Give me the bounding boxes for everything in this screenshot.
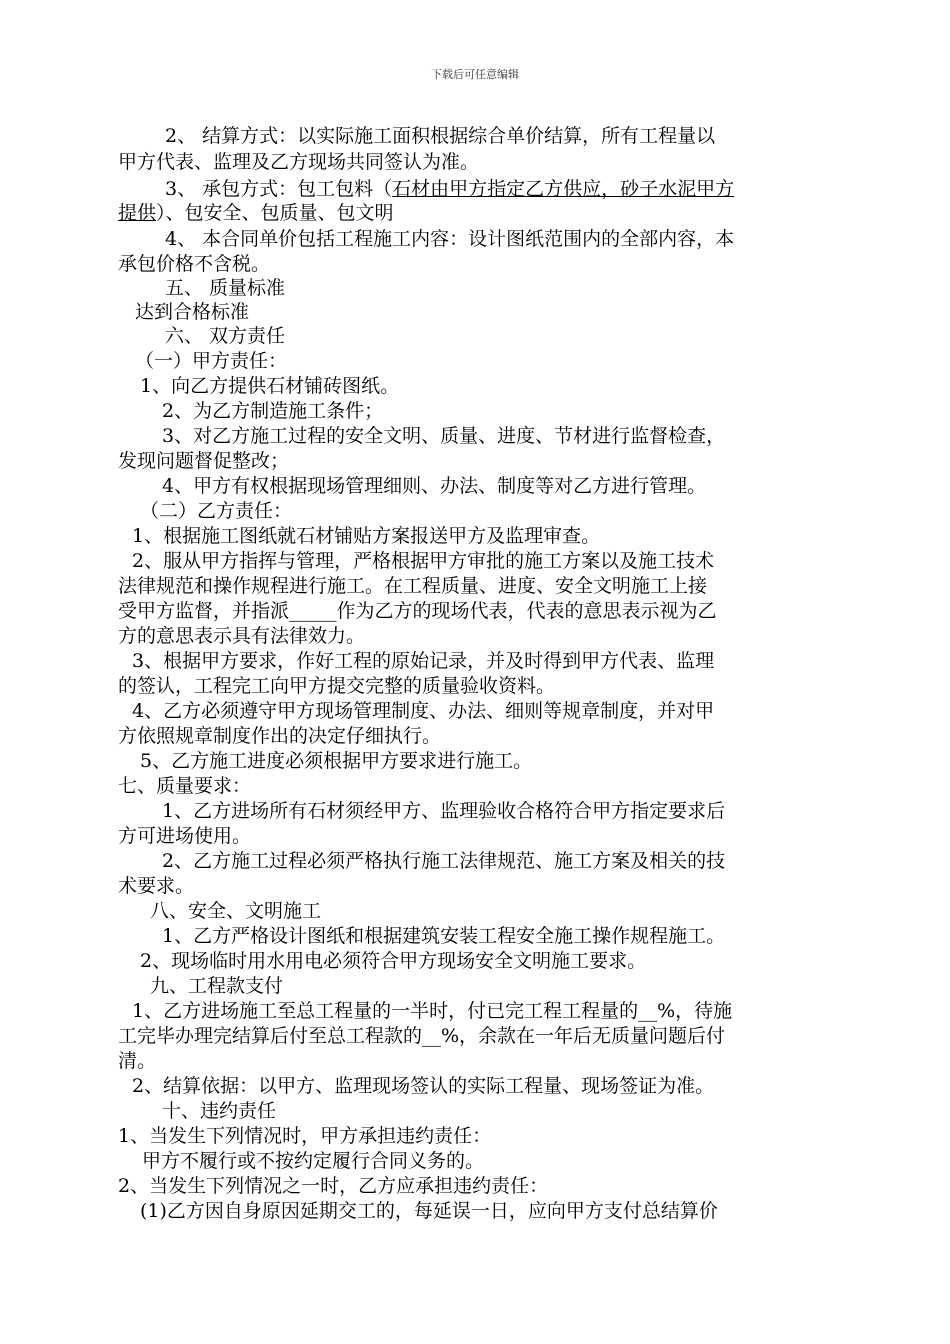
text-line: 发现问题督促整改； — [118, 450, 290, 472]
text-line: 法律规范和操作规程进行施工。在工程质量、进度、安全文明施工上接 — [118, 575, 708, 597]
text-line: 3、对乙方施工过程的安全文明、质量、进度、节材进行监督检查， — [162, 425, 726, 447]
underlined-text: 石材由甲方指定乙方供应，砂子水泥甲方 — [392, 178, 735, 200]
underlined-text: 提供 — [118, 202, 157, 224]
text-line: 2、为乙方制造施工条件； — [162, 400, 384, 422]
text-line: 4、 本合同单价包括工程施工内容：设计图纸范围内的全部内容，本 — [165, 228, 735, 250]
text-line: 4、甲方有权根据现场管理细则、办法、制度等对乙方进行管理。 — [162, 475, 707, 497]
text-line: 3、 承包方式：包工包料（石材由甲方指定乙方供应，砂子水泥甲方 — [165, 178, 735, 200]
text-line: 2、 结算方式：以实际施工面积根据综合单价结算，所有工程量以 — [165, 125, 716, 147]
text-line: 3、根据甲方要求，作好工程的原始记录，并及时得到甲方代表、监理 — [132, 650, 715, 672]
text-line: 甲方不履行或不按约定履行合同义务的。 — [142, 1150, 485, 1172]
text-line: 提供）、包安全、包质量、包文明 — [118, 202, 394, 224]
text-line: 受甲方监督，并指派_____作为乙方的现场代表，代表的意思表示视为乙 — [118, 600, 717, 622]
section-heading: 六、 双方责任 — [165, 325, 286, 347]
text-line: 1、向乙方提供石材铺砖图纸。 — [140, 375, 400, 397]
text-line: 2、结算依据：以甲方、监理现场签认的实际工程量、现场签证为准。 — [132, 1075, 715, 1097]
text-line: 的签认，工程完工向甲方提交完整的质量验收资料。 — [118, 675, 556, 697]
text-line: 清。 — [118, 1050, 157, 1072]
sub-heading: （二）乙方责任： — [140, 500, 293, 522]
section-heading: 七、质量要求： — [118, 775, 252, 797]
text-line: 承包价格不含税。 — [118, 253, 271, 275]
section-heading: 八、安全、文明施工 — [150, 900, 322, 922]
text-line: (1)乙方因自身原因延期交工的，每延误一日，应向甲方支付总结算价 — [140, 1200, 718, 1222]
text-line: 达到合格标准 — [135, 301, 250, 323]
text-line: 1、乙方进场施工至总工程量的一半时，付已完工程工程量的__%，待施 — [132, 1000, 733, 1022]
text-line: 2、乙方施工过程必须严格执行施工法律规范、施工方案及相关的技 — [162, 850, 726, 872]
text-line: 4、乙方必须遵守甲方现场管理制度、办法、细则等规章制度，并对甲 — [132, 700, 715, 722]
text-line: 方依照规章制度作出的决定仔细执行。 — [118, 725, 442, 747]
section-heading: 九、工程款支付 — [150, 975, 284, 997]
section-heading: 五、 质量标准 — [165, 277, 286, 299]
text-line: 5、乙方施工进度必须根据甲方要求进行施工。 — [140, 750, 533, 772]
text-line: 2、现场临时用水用电必须符合甲方现场安全文明施工要求。 — [140, 950, 647, 972]
section-heading: 十、违约责任 — [162, 1100, 277, 1122]
text-line: 方的意思表示具有法律效力。 — [118, 625, 366, 647]
text-line: 2、当发生下列情况之一时，乙方应承担违约责任： — [118, 1175, 549, 1197]
text-line: 术要求。 — [118, 875, 195, 897]
text-line: 方可进场使用。 — [118, 825, 252, 847]
text-line: 1、当发生下列情况时，甲方承担违约责任： — [118, 1125, 492, 1147]
text-line: 甲方代表、监理及乙方现场共同签认为准。 — [118, 151, 480, 173]
text-line: 1、根据施工图纸就石材铺贴方案报送甲方及监理审查。 — [132, 525, 601, 547]
text-line: 1、乙方进场所有石材须经甲方、监理验收合格符合甲方指定要求后 — [162, 800, 726, 822]
sub-heading: （一）甲方责任： — [135, 350, 288, 372]
text-line: 1、乙方严格设计图纸和根据建筑安装工程安全施工操作规程施工。 — [162, 925, 726, 947]
text-line: 工完毕办理完结算后付至总工程款的__%，余款在一年后无质量问题后付 — [118, 1025, 726, 1047]
text-line: 2、服从甲方指挥与管理，严格根据甲方审批的施工方案以及施工技术 — [132, 550, 715, 572]
page-header: 下载后可任意编辑 — [431, 68, 519, 81]
